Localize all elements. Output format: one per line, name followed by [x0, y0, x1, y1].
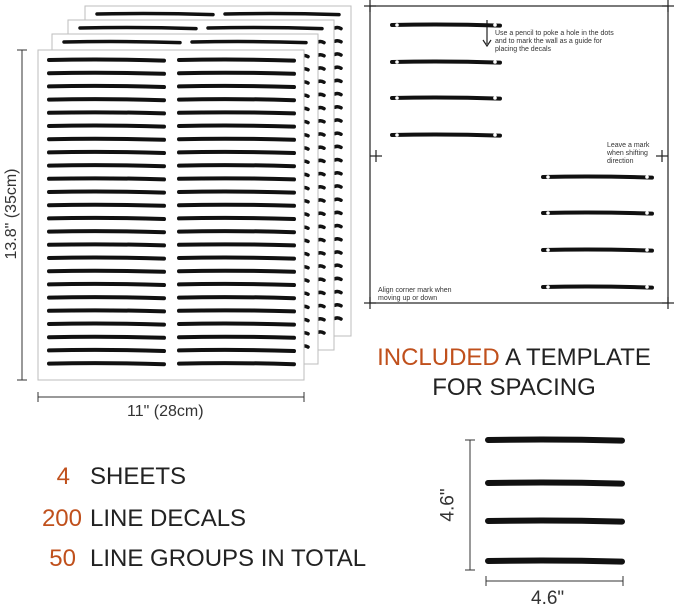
decal-line: [179, 297, 294, 298]
sheet-height-label: 13.8" (35cm): [3, 168, 20, 260]
decal-line: [97, 14, 213, 15]
decal-line: [318, 81, 324, 82]
template-dot: [395, 96, 399, 100]
decal-line: [179, 60, 294, 61]
decal-line: [318, 319, 324, 320]
decal-line: [335, 305, 341, 306]
decal-line: [335, 120, 341, 121]
decal-line: [335, 160, 341, 161]
decal-line: [179, 363, 294, 364]
decal-line: [49, 218, 164, 219]
decal-line: [318, 266, 324, 267]
decal-line: [49, 337, 164, 338]
decal-line: [335, 239, 341, 240]
decal-line: [179, 165, 294, 166]
group-line: [488, 521, 622, 522]
decal-line: [49, 350, 164, 351]
decal-line: [80, 28, 196, 29]
decal-line: [318, 160, 324, 161]
decal-line: [318, 134, 324, 135]
decal-line: [208, 28, 322, 29]
decal-line: [318, 200, 324, 201]
decal-line: [335, 67, 341, 68]
decal-line: [179, 337, 294, 338]
decal-line: [49, 271, 164, 272]
decal-line: [318, 147, 324, 148]
template-dot: [395, 133, 399, 137]
stat-decals-number: 200: [41, 505, 82, 532]
decal-line: [335, 133, 341, 134]
decal-line: [335, 318, 341, 319]
decal-line: [49, 126, 164, 127]
decal-line: [318, 42, 324, 43]
decal-line: [179, 86, 294, 87]
decal-line: [179, 99, 294, 100]
decal-line: [335, 226, 341, 227]
decal-line: [318, 306, 324, 307]
decal-line: [318, 332, 324, 333]
decal-line: [49, 86, 164, 87]
stat-sheets-number: 4: [56, 463, 70, 490]
decal-line: [318, 68, 324, 69]
decal-line: [179, 350, 294, 351]
decal-line: [179, 271, 294, 272]
decal-line: [335, 252, 341, 253]
decal-line: [318, 94, 324, 95]
template-dot: [546, 211, 550, 215]
decal-line: [335, 80, 341, 81]
decal-line: [318, 279, 324, 280]
decal-line: [335, 278, 341, 279]
template-line: [543, 287, 652, 288]
template-dot: [546, 248, 550, 252]
decal-line: [49, 324, 164, 325]
decal-line: [335, 28, 341, 29]
line-group-example: [465, 440, 623, 586]
decal-line: [318, 253, 324, 254]
template-line: [392, 135, 500, 136]
stat-sheets-label: SHEETS: [90, 463, 187, 490]
decal-line: [318, 292, 324, 293]
decal-line: [318, 108, 324, 109]
decal-line: [335, 41, 341, 42]
decal-line: [49, 205, 164, 206]
template-line: [543, 213, 652, 214]
sheet-width-label: 11" (28cm): [127, 403, 204, 420]
decal-line: [179, 284, 294, 285]
group-line: [488, 561, 622, 562]
decal-line: [49, 244, 164, 245]
template-dot: [645, 285, 649, 289]
decal-line: [335, 94, 341, 95]
corner-mark-note: Align corner mark when moving up or down: [378, 287, 452, 302]
template-dot: [493, 133, 497, 137]
decal-line: [49, 99, 164, 100]
template-dot: [395, 60, 399, 64]
decal-line: [179, 310, 294, 311]
decal-line: [335, 212, 341, 213]
decal-line: [318, 187, 324, 188]
heading-line-1: [364, 343, 664, 373]
decal-line: [179, 112, 294, 113]
decal-line: [49, 152, 164, 153]
decal-line: [49, 284, 164, 285]
template-dot: [645, 211, 649, 215]
template-line: [392, 62, 500, 63]
decal-line: [49, 363, 164, 364]
heading-line-1-rest: A TEMPLATE: [499, 344, 651, 371]
decal-line: [179, 192, 294, 193]
template-dot: [645, 175, 649, 179]
decal-line: [49, 73, 164, 74]
decal-line: [335, 173, 341, 174]
template-dot: [546, 285, 550, 289]
template-heading: [364, 343, 664, 403]
decal-line: [179, 258, 294, 259]
decal-sheet: [38, 50, 304, 380]
decal-line: [318, 121, 324, 122]
decal-line: [335, 292, 341, 293]
decal-line: [49, 297, 164, 298]
decal-line: [49, 192, 164, 193]
template-dot: [493, 60, 497, 64]
decal-line: [179, 126, 294, 127]
decal-line: [49, 258, 164, 259]
decal-line: [225, 14, 339, 15]
heading-highlight: INCLUDED: [377, 344, 500, 371]
template-dot: [645, 248, 649, 252]
decal-line: [318, 240, 324, 241]
group-line: [488, 483, 622, 484]
decal-line: [179, 244, 294, 245]
template-dot: [493, 96, 497, 100]
decal-line: [179, 205, 294, 206]
decal-line: [179, 218, 294, 219]
template-dot: [493, 23, 497, 27]
decal-line: [49, 165, 164, 166]
shift-direction-note: Leave a mark when shifting direction: [607, 142, 650, 165]
decal-line: [179, 73, 294, 74]
template-dot: [395, 23, 399, 27]
decal-line: [192, 42, 306, 43]
decal-line: [179, 178, 294, 179]
decal-line: [179, 231, 294, 232]
decal-line: [64, 42, 180, 43]
pencil-note: Use a pencil to poke a hole in the dots and to mark the wall as a guide for placing the decals: [495, 30, 614, 53]
decal-line: [49, 112, 164, 113]
stat-decals-label: LINE DECALS: [90, 505, 247, 532]
group-width-label: 4.6": [531, 588, 565, 609]
template-line: [392, 98, 500, 99]
stat-groups-label: LINE GROUPS IN TOTAL: [90, 545, 367, 572]
decal-line: [335, 186, 341, 187]
decal-line: [335, 265, 341, 266]
decal-line: [335, 54, 341, 55]
decal-line: [49, 178, 164, 179]
decal-line: [335, 146, 341, 147]
width-dimension-line: [38, 392, 304, 402]
decal-line: [318, 226, 324, 227]
template-dot: [546, 175, 550, 179]
heading-line-2: FOR SPACING: [432, 374, 596, 401]
decal-line: [179, 152, 294, 153]
template-line: [543, 177, 652, 178]
decal-line: [179, 324, 294, 325]
decal-line: [318, 213, 324, 214]
stat-groups-number: 50: [49, 545, 76, 572]
decal-line: [318, 55, 324, 56]
group-height-label: 4.6": [437, 488, 459, 522]
decal-line: [318, 174, 324, 175]
decal-line: [335, 199, 341, 200]
decal-line: [49, 139, 164, 140]
decal-line: [179, 139, 294, 140]
decal-line: [335, 107, 341, 108]
decal-line: [49, 310, 164, 311]
decal-line: [49, 60, 164, 61]
decal-line: [49, 231, 164, 232]
template-line: [543, 250, 652, 251]
group-line: [488, 440, 622, 441]
template-line: [392, 25, 500, 26]
